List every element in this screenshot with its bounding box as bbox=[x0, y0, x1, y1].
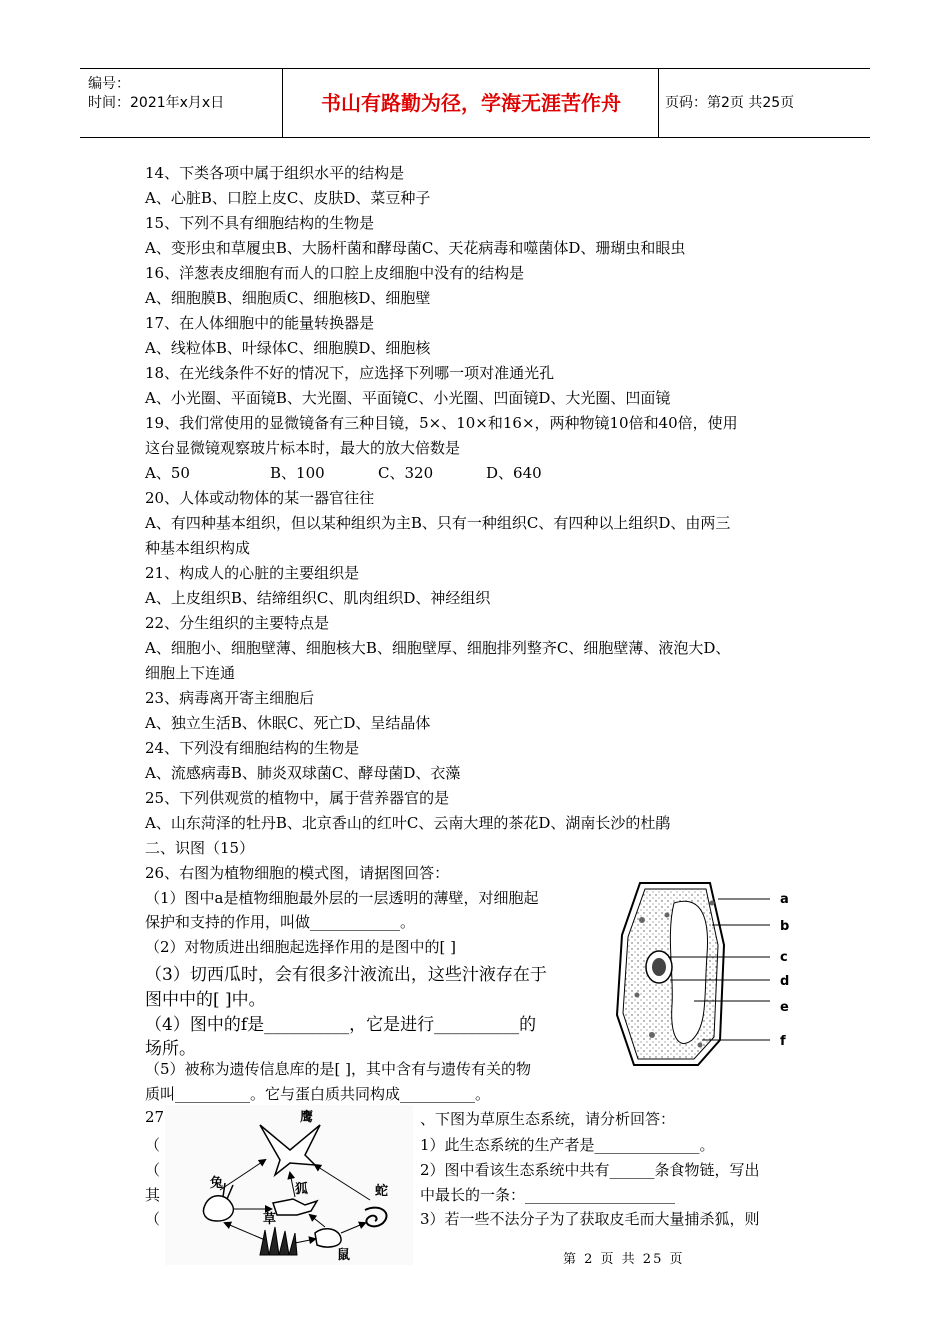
q16-options: A、细胞膜B、细胞质C、细胞核D、细胞壁 bbox=[145, 289, 431, 307]
q26-stem: 26、右图为植物细胞的模式图，请据图回答： bbox=[145, 864, 450, 882]
motto: 书山有路勤为径，学海无涯苦作舟 bbox=[284, 69, 659, 137]
q17-stem: 17、在人体细胞中的能量转换器是 bbox=[145, 314, 375, 332]
q27-left-mark-3: 其 bbox=[145, 1186, 161, 1204]
q26-4-cont: 场所。 bbox=[145, 1039, 196, 1059]
q15-stem: 15、下列不具有细胞结构的生物是 bbox=[145, 214, 375, 232]
q26-2: （2）对物质进出细胞起选择作用的是图中的[ ] bbox=[145, 938, 457, 956]
q26-1-cont: 保护和支持的作用，叫做____________。 bbox=[145, 913, 416, 931]
header-info bbox=[80, 69, 283, 137]
q26-5-cont: 质叫__________。它与蛋白质共同构成__________。 bbox=[145, 1085, 491, 1103]
nucleolus bbox=[652, 958, 666, 976]
cell-label-d: d bbox=[780, 974, 790, 989]
q27-3: 3）若一些不法分子为了获取皮毛而大量捕杀狐，则 bbox=[420, 1210, 760, 1228]
food-web-label-eagle: 鹰 bbox=[300, 1110, 314, 1125]
date-label: 时间：2021年x月x日 bbox=[88, 95, 225, 111]
q26-1: （1）图中a是植物细胞最外层的一层透明的薄壁，对细胞起 bbox=[145, 889, 539, 907]
q27-left-mark-4: （ bbox=[145, 1210, 161, 1228]
page-label: 页码：第2页 共25页 bbox=[665, 95, 795, 111]
q27-left-mark-2: （ bbox=[145, 1161, 161, 1179]
q27-number: 27 bbox=[145, 1108, 165, 1126]
cell-label-a: a bbox=[780, 892, 789, 907]
q20-options: A、有四种基本组织，但以某种组织为主B、只有一种组织C、有四种以上组织D、由两三 bbox=[145, 514, 731, 532]
q25-stem: 25、下列供观赏的植物中，属于营养器官的是 bbox=[145, 789, 450, 807]
q19-stem-cont: 这台显微镜观察玻片标本时，最大的放大倍数是 bbox=[145, 439, 461, 457]
q25-options: A、山东菏泽的牡丹B、北京香山的红叶C、云南大理的茶花D、湖南长沙的杜鹃 bbox=[145, 814, 671, 832]
q20-options-cont: 种基本组织构成 bbox=[145, 539, 251, 557]
q27-1: 1）此生态系统的生产者是______________。 bbox=[420, 1136, 715, 1154]
q17-options: A、线粒体B、叶绿体C、细胞膜D、细胞核 bbox=[145, 339, 431, 357]
q22-options-cont: 细胞上下连通 bbox=[145, 664, 236, 682]
food-web-diagram bbox=[165, 1105, 413, 1265]
chloroplast bbox=[635, 993, 640, 998]
section-title: 二、识图（15） bbox=[145, 839, 255, 857]
chloroplast bbox=[665, 913, 670, 918]
q19-option-d: D、640 bbox=[486, 464, 542, 482]
q14-options: A、心脏B、口腔上皮C、皮肤D、菜豆种子 bbox=[145, 189, 431, 207]
chloroplast bbox=[710, 901, 715, 906]
q23-stem: 23、病毒离开寄主细胞后 bbox=[145, 689, 315, 707]
cell-label-c: c bbox=[780, 950, 788, 965]
cell-label-b: b bbox=[780, 919, 790, 934]
q20-stem: 20、人体或动物体的某一器官往往 bbox=[145, 489, 375, 507]
q24-options: A、流感病毒B、肺炎双球菌C、酵母菌D、衣藻 bbox=[145, 764, 461, 782]
q16-stem: 16、洋葱表皮细胞有而人的口腔上皮细胞中没有的结构是 bbox=[145, 264, 525, 282]
q19-option-b: B、100 bbox=[270, 464, 325, 482]
q27-2-cont: 中最长的一条：____________________ bbox=[420, 1186, 676, 1204]
chloroplast bbox=[639, 917, 645, 923]
q22-stem: 22、分生组织的主要特点是 bbox=[145, 614, 330, 632]
q24-stem: 24、下列没有细胞结构的生物是 bbox=[145, 739, 360, 757]
cell-label-e: e bbox=[780, 1000, 789, 1015]
q27-stem: 、下图为草原生态系统，请分析回答： bbox=[420, 1110, 676, 1128]
page-header bbox=[80, 68, 870, 138]
plant-cell-diagram bbox=[612, 875, 812, 1075]
q19-option-a: A、50 bbox=[145, 464, 190, 482]
cell-label-f: f bbox=[780, 1034, 786, 1049]
q19-option-c: C、320 bbox=[378, 464, 434, 482]
q19-stem: 19、我们常使用的显微镜备有三种目镜，5×、10×和16×，两种物镜10倍和40倍，使用 bbox=[145, 414, 738, 432]
q18-stem: 18、在光线条件不好的情况下，应选择下列哪一项对准通光孔 bbox=[145, 364, 555, 382]
food-web-label-fox: 狐 bbox=[295, 1182, 309, 1197]
serial-label: 编号： bbox=[88, 76, 130, 92]
q26-4: （4）图中的f是__________，它是进行__________的 bbox=[145, 1015, 537, 1035]
vacuole bbox=[670, 901, 707, 1043]
food-web-label-grass: 草 bbox=[263, 1212, 277, 1227]
q18-options: A、小光圈、平面镜B、大光圈、平面镜C、小光圈、凹面镜D、大光圈、凹面镜 bbox=[145, 389, 671, 407]
q23-options: A、独立生活B、休眠C、死亡D、呈结晶体 bbox=[145, 714, 431, 732]
q27-left-mark-1: （ bbox=[145, 1136, 161, 1154]
food-web-label-snake: 蛇 bbox=[375, 1184, 389, 1199]
q27-2: 2）图中看该生态系统中共有______条食物链，写出 bbox=[420, 1161, 760, 1179]
q21-stem: 21、构成人的心脏的主要组织是 bbox=[145, 564, 360, 582]
q14-stem: 14、下类各项中属于组织水平的结构是 bbox=[145, 164, 405, 182]
food-web-label-rabbit: 兔 bbox=[210, 1176, 224, 1191]
q15-options: A、变形虫和草履虫B、大肠杆菌和酵母菌C、天花病毒和噬菌体D、珊瑚虫和眼虫 bbox=[145, 239, 686, 257]
chloroplast bbox=[698, 1043, 703, 1048]
page-footer: 第 2 页 共 25 页 bbox=[563, 1252, 685, 1267]
q21-options: A、上皮组织B、结缔组织C、肌肉组织D、神经组织 bbox=[145, 589, 491, 607]
mouse-icon bbox=[315, 1229, 341, 1247]
q26-5: （5）被称为遗传信息库的是[ ]，其中含有与遗传有关的物 bbox=[145, 1060, 532, 1078]
q26-3: （3）切西瓜时，会有很多汁液流出，这些汁液存在于 bbox=[145, 965, 547, 985]
q22-options: A、细胞小、细胞壁薄、细胞核大B、细胞壁厚、细胞排列整齐C、细胞壁薄、液泡大D、 bbox=[145, 639, 731, 657]
chloroplast bbox=[649, 1032, 655, 1038]
q26-3-cont: 图中中的[ ]中。 bbox=[145, 990, 266, 1010]
food-web-label-mouse: 鼠 bbox=[337, 1248, 351, 1263]
